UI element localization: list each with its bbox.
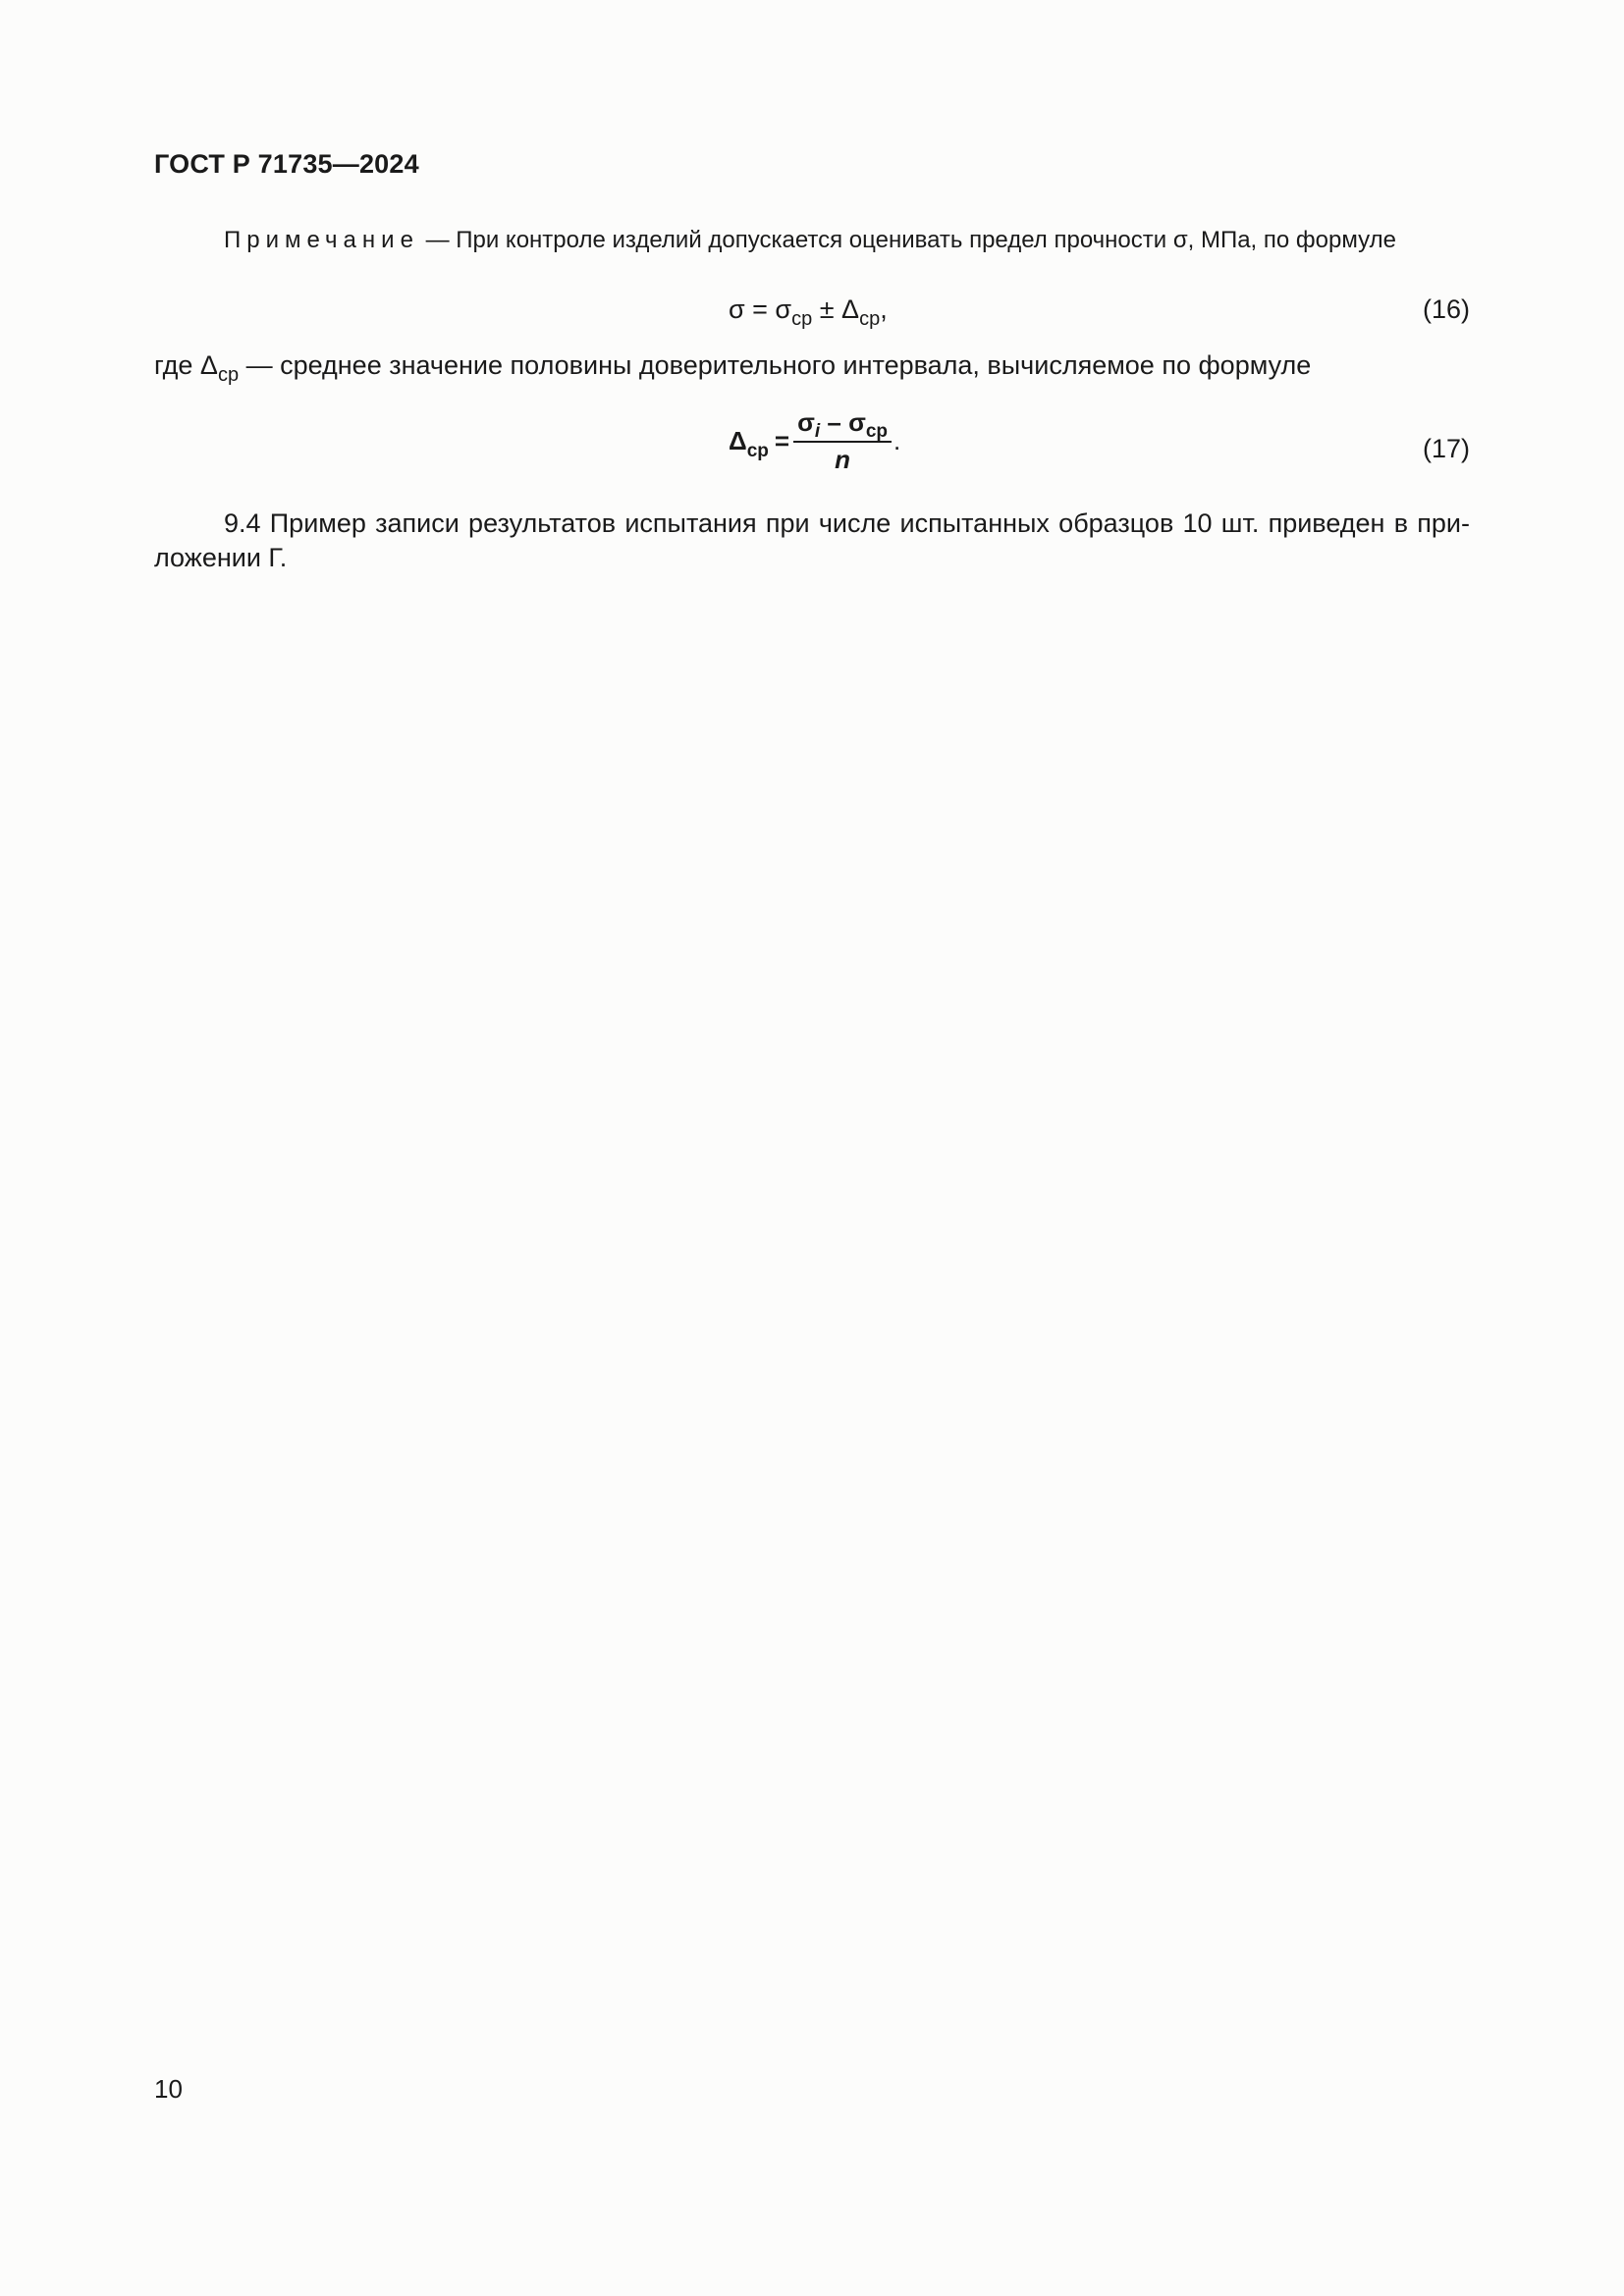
where-explanation (154, 350, 1312, 386)
note (224, 227, 1396, 254)
avg-subscript: ср (865, 421, 889, 442)
equation-number-16: (16) (1422, 294, 1470, 324)
formula-17-lhs-subscript: ср (746, 441, 769, 461)
equation-number-17: (17) (1422, 434, 1470, 463)
note-label: Примечание (224, 227, 419, 253)
formula-16 (729, 294, 888, 330)
page-number: 10 (154, 2074, 183, 2104)
note-text: — При контроле изделий допускается оценивать предел прочности σ, МПа, по формуле (418, 227, 1396, 253)
formula-16-subscript: ср (859, 308, 881, 330)
where-prefix: где Δ (154, 350, 218, 380)
equals-sign: = (774, 426, 790, 455)
fraction-denominator: n (835, 445, 850, 474)
fraction-numerator (793, 407, 892, 443)
where-text: — среднее значение половины доверительного интервала, вычисляемое по формуле (239, 350, 1312, 380)
index-i: i (814, 421, 821, 442)
sigma-i: σ (797, 407, 815, 437)
paragraph-9-4 (154, 507, 1470, 575)
formula-16-part: ± Δ (812, 294, 860, 324)
formula-17 (729, 407, 900, 475)
delta-symbol: Δ (729, 426, 747, 455)
minus-sign: – (820, 407, 849, 437)
document-header: ГОСТ Р 71735—2024 (154, 149, 419, 179)
formula-16-part: σ = σ (729, 294, 792, 324)
where-subscript: ср (217, 364, 240, 386)
formula-16-part: , (880, 294, 888, 324)
formula-16-subscript: ср (791, 308, 813, 330)
paragraph-line-1: 9.4 Пример записи результатов испытания при числе испытанных образцов 10 шт. приведен в при- (224, 508, 1470, 538)
fraction (793, 407, 892, 475)
paragraph-line-2: ложении Г. (154, 543, 288, 572)
formula-17-lhs (729, 426, 769, 461)
sigma-avg: σ (848, 407, 866, 437)
formula-17-period: . (893, 426, 901, 455)
